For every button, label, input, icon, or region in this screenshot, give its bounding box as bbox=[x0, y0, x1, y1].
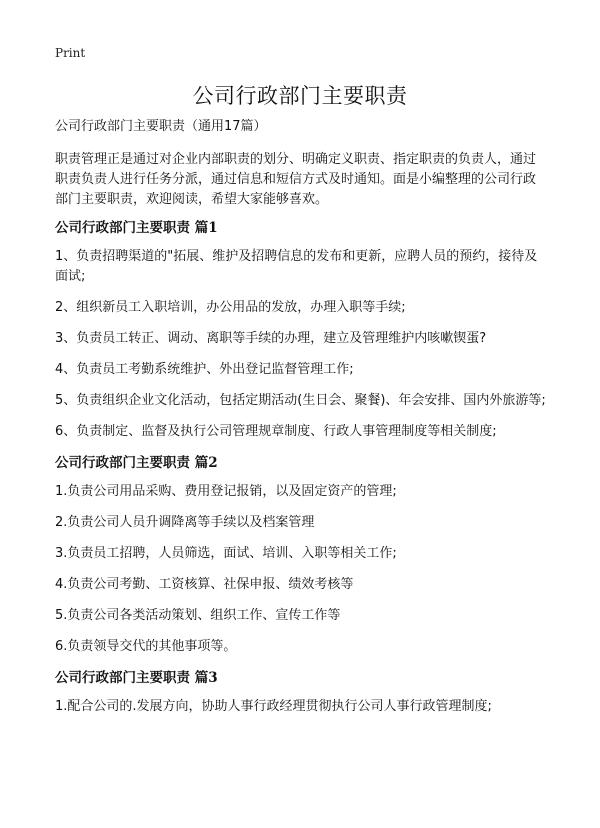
print-link[interactable]: Print bbox=[55, 46, 86, 60]
section-heading: 公司行政部门主要职责 篇3 bbox=[55, 670, 218, 686]
intro-paragraph: 职责管理正是通过对企业内部职责的划分、明确定义职责、指定职责的负责人，通过职责负责人进行任务分派，通过信息和短信方式及时通知。面是小编整理的公司行政部门主要职责，欢迎阅读，希望大家能够喜欢。 bbox=[55, 152, 537, 207]
section-1 bbox=[55, 218, 547, 442]
list-item: 4、负责员工考勤系统维护、外出登记监督管理工作; bbox=[55, 362, 354, 377]
list-item: 1.配合公司的.发展方向，协助人事行政经理贯彻执行公司人事行政管理制度; bbox=[55, 699, 492, 714]
section-heading: 公司行政部门主要职责 篇1 bbox=[55, 220, 218, 236]
list-item: 5、负责组织企业文化活动，包括定期活动(生日会、聚餐)、年会安排、国内外旅游等; bbox=[55, 393, 546, 408]
section-3 bbox=[55, 668, 547, 717]
list-item: 2、组织新员工入职培训，办公用品的发放，办理入职等手续; bbox=[55, 300, 406, 315]
document-subtitle: 公司行政部门主要职责（通用17篇） bbox=[55, 119, 267, 134]
list-item: 5.负责公司各类活动策划、组织工作、宣传工作等 bbox=[55, 608, 341, 623]
list-item: 6.负责领导交代的其他事项等。 bbox=[55, 639, 237, 654]
list-item: 4.负责公司考勤、工资核算、社保申报、绩效考核等 bbox=[55, 577, 354, 592]
section-heading: 公司行政部门主要职责 篇2 bbox=[55, 455, 218, 471]
list-item: 6、负责制定、监督及执行公司管理规章制度、行政人事管理制度等相关制度; bbox=[55, 424, 497, 439]
document-body bbox=[55, 117, 547, 728]
list-item: 3.负责员工招聘，人员筛选，面试、培训、入职等相关工作; bbox=[55, 546, 397, 561]
page-title: 公司行政部门主要职责 bbox=[192, 84, 408, 108]
list-item: 1、负责招聘渠道的"拓展、维护及招聘信息的发布和更新，应聘人员的预约，接待及面试; bbox=[55, 249, 538, 284]
list-item: 2.负责公司人员升调降离等手续以及档案管理 bbox=[55, 515, 315, 530]
section-2 bbox=[55, 453, 547, 657]
list-item: 3、负责员工转正、调动、离职等手续的办理，建立及管理维护内咳嗽锲蛋? bbox=[55, 331, 487, 346]
list-item: 1.负责公司用品采购、费用登记报销，以及固定资产的管理; bbox=[55, 484, 397, 499]
